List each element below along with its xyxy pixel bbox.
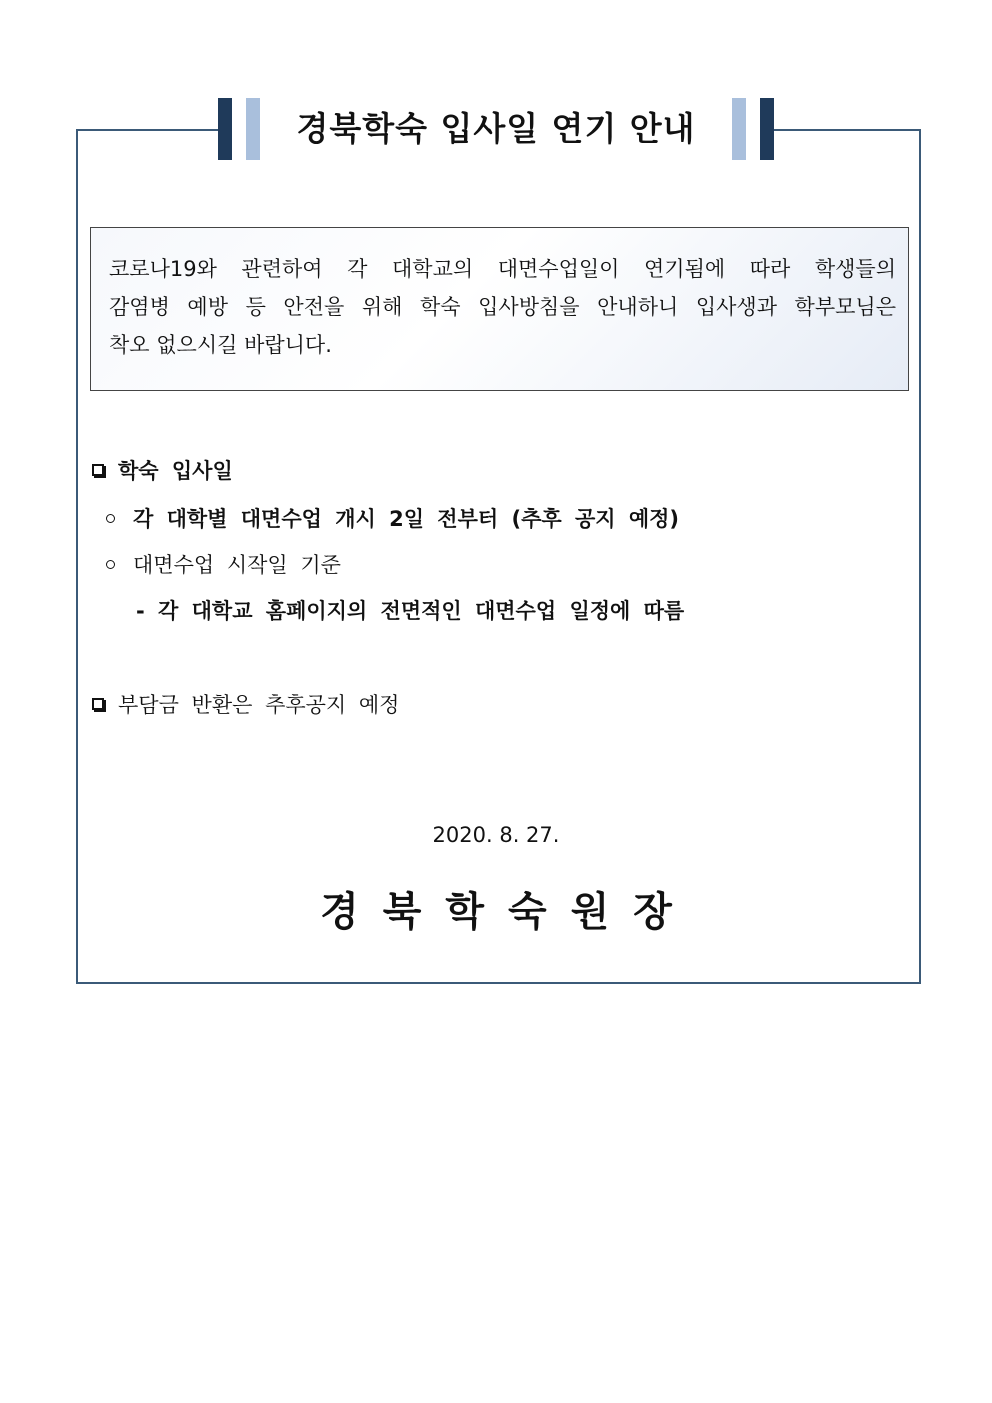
- section-fee-heading: 부담금 반환은 추후공지 예정: [118, 693, 400, 717]
- title-bar-right-light: [732, 98, 746, 160]
- circle-bullet-icon: [106, 560, 115, 569]
- move-in-item-2-sub-text: - 각 대학교 홈페이지의 전면적인 대면수업 일정에 따름: [136, 599, 685, 623]
- move-in-item-2-sub: [136, 596, 684, 626]
- section-fee: [92, 690, 399, 720]
- document-date: 2020. 8. 27.: [432, 823, 560, 847]
- section-move-in: [92, 456, 233, 486]
- move-in-item-2-text: 대면수업 시작일 기준: [133, 553, 341, 577]
- title-bar-right-dark: [760, 98, 774, 160]
- circle-bullet-icon: [106, 514, 115, 523]
- title-bar-left-light: [246, 98, 260, 160]
- move-in-item-2: [106, 550, 341, 580]
- move-in-item-1-text: 각 대학별 대면수업 개시 2일 전부터 (추후 공지 예정): [133, 507, 680, 531]
- square-bullet-icon: [92, 698, 104, 710]
- notice-line-3: 착오 없으시길 바랍니다.: [109, 333, 332, 357]
- title-banner: [218, 98, 774, 160]
- title-bar-left-dark: [218, 98, 232, 160]
- section-move-in-heading: 학숙 입사일: [118, 459, 233, 483]
- move-in-item-1: [106, 504, 679, 534]
- notice-line-1: 코로나19와 관련하여 각 대학교의 대면수업일이 연기됨에 따라 학생들의: [109, 257, 896, 281]
- notice-box: [90, 227, 909, 391]
- square-bullet-icon: [92, 464, 104, 476]
- page-title: 경북학숙 입사일 연기 안내: [296, 109, 696, 148]
- signature: 경북학숙원장: [320, 889, 696, 935]
- notice-line-2: 감염병 예방 등 안전을 위해 학숙 입사방침을 안내하니 입사생과 학부모님은: [109, 295, 896, 319]
